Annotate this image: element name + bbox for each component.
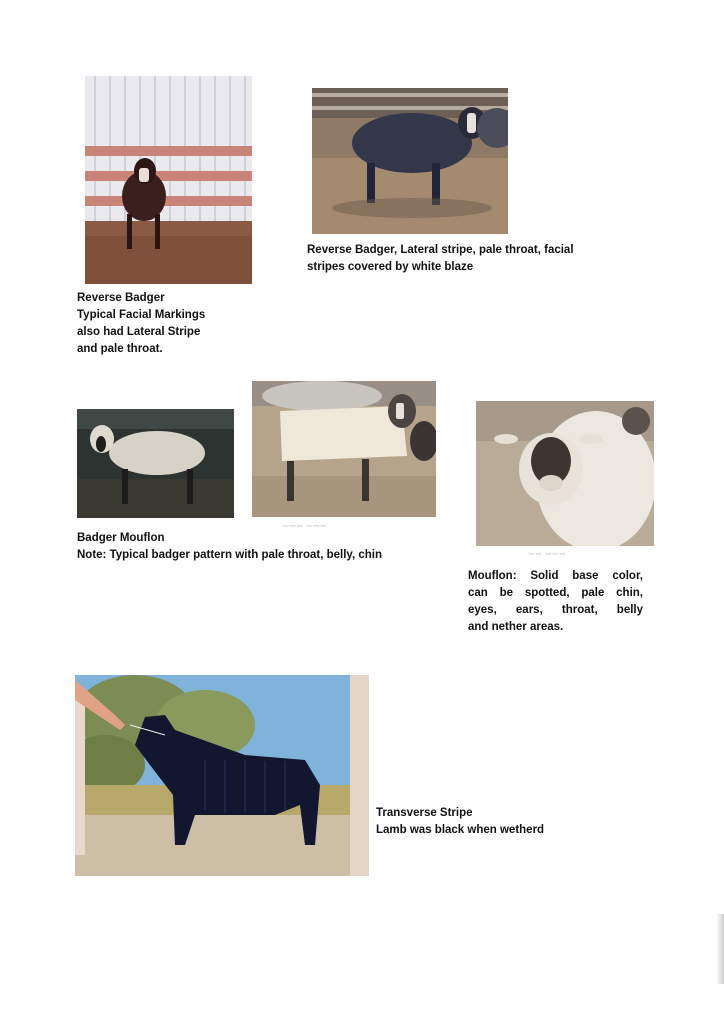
photo-mouflon-closeup (476, 401, 654, 546)
caption-line: and nether areas. (468, 621, 564, 633)
handwritten-note: 〰〰 〰〰〰 (528, 551, 566, 558)
caption-title: Transverse Stripe (376, 807, 473, 819)
caption-line: can be spotted, pale chin, (468, 587, 643, 599)
photo-transverse-stripe-lamb (75, 675, 369, 876)
photo-badger-mouflon-1 (77, 409, 234, 518)
caption-line: and pale throat. (77, 343, 163, 355)
caption-line: Lamb was black when wetherd (376, 824, 545, 836)
caption-reverse-badger-lateral (307, 242, 574, 276)
caption-line: also had Lateral Stripe (77, 326, 201, 338)
caption-line: Mouflon: Solid base color, (468, 570, 643, 582)
caption-reverse-badger-facial (77, 290, 205, 358)
photo-reverse-badger-fence (85, 76, 252, 284)
photo-reverse-badger-pen (312, 88, 508, 234)
caption-line: stripes covered by white blaze (307, 261, 474, 273)
caption-line: eyes, ears, throat, belly (468, 604, 643, 616)
caption-transverse-stripe (376, 805, 544, 839)
photo-badger-mouflon-2 (252, 381, 436, 517)
caption-line: Note: Typical badger pattern with pale throat, belly, chin (77, 549, 383, 561)
caption-line: Typical Facial Markings (77, 309, 206, 321)
handwritten-note: 〰〰〰 〰〰〰 (282, 523, 327, 530)
caption-mouflon (468, 568, 643, 636)
scan-edge-shadow (716, 914, 724, 984)
caption-title: Reverse Badger (77, 292, 165, 304)
caption-line: Reverse Badger, Lateral stripe, pale throat, facial (307, 244, 574, 256)
caption-title: Badger Mouflon (77, 532, 165, 544)
caption-badger-mouflon (77, 530, 382, 564)
